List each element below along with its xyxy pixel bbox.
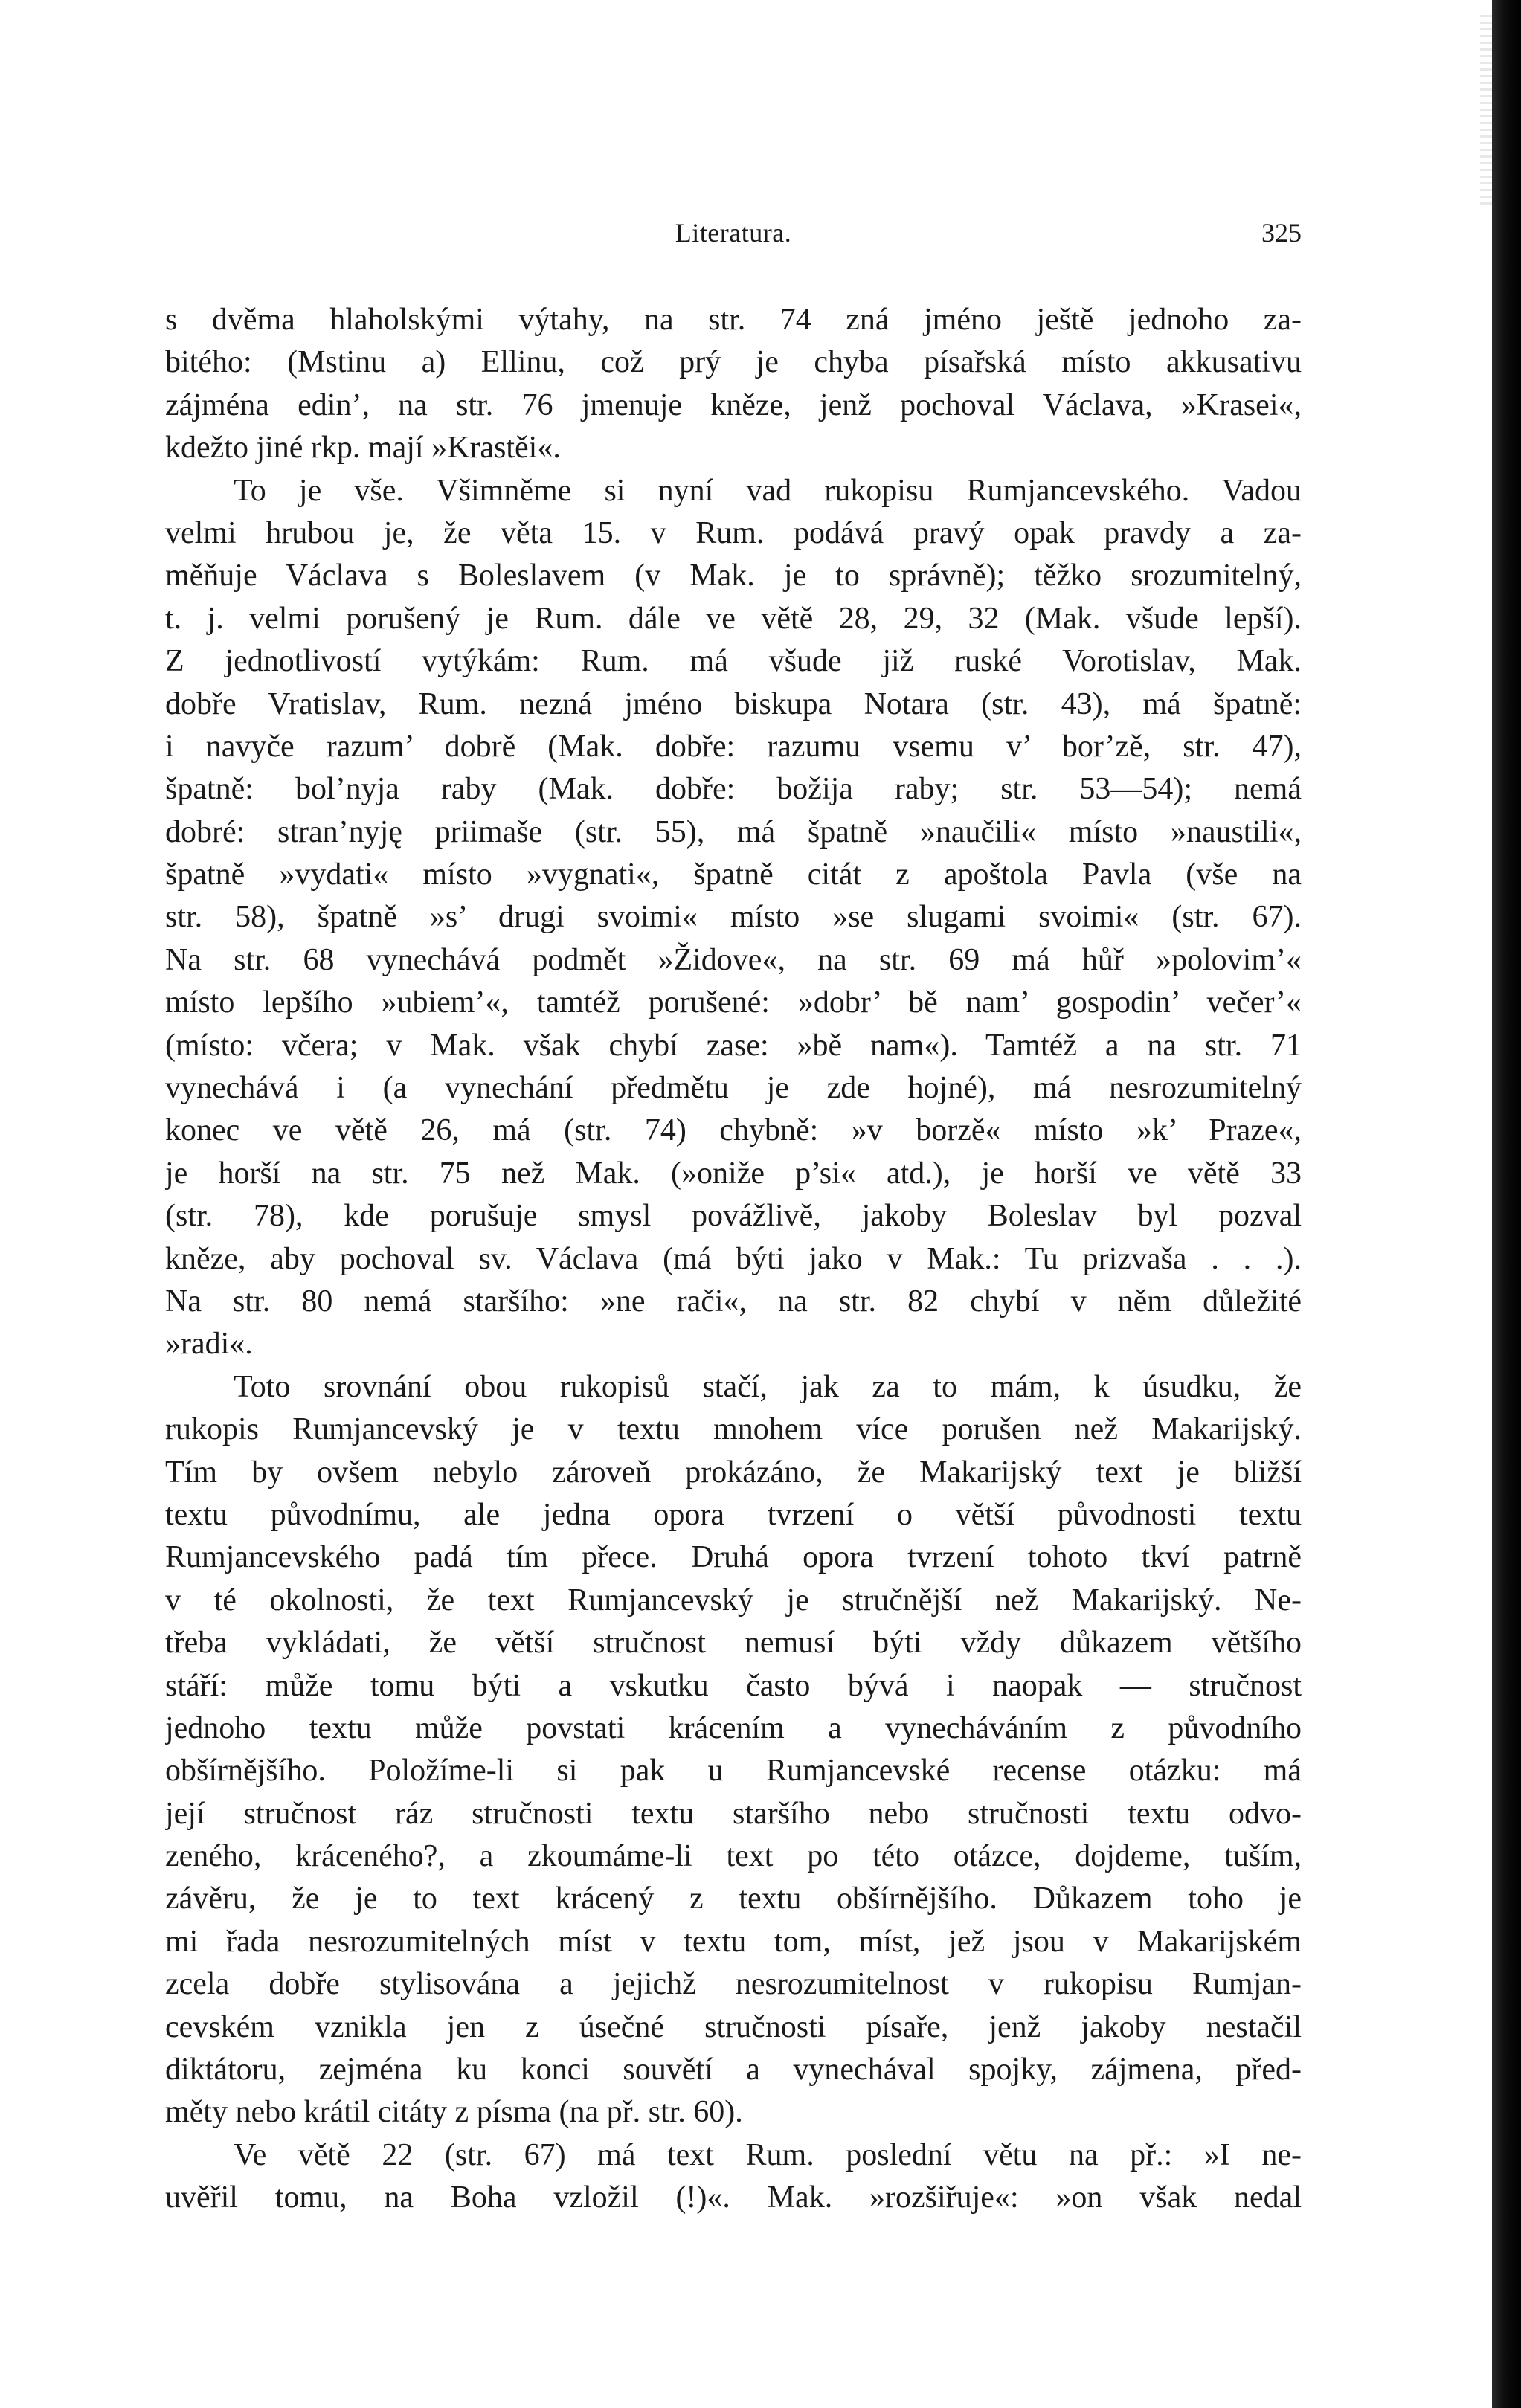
- text-line: Na str. 80 nemá staršího: »ne rači«, na str. 82 chybí v něm důležité: [165, 1284, 1302, 1319]
- text-line: Z jednotlivostí vytýkám: Rum. má všude již ruské Vorotislav, Mak.: [165, 644, 1302, 679]
- text-line: jednoho textu může povstati krácením a vynecháváním z původního: [165, 1710, 1302, 1745]
- text-line: zájména edin’, na str. 76 jmenuje kněze, jenž pochoval Václava, »Krasei«,: [165, 387, 1302, 422]
- text-line: kdežto jiné rkp. mají »Krastěi«.: [165, 431, 561, 466]
- text-line: s dvěma hlaholskými výtahy, na str. 74 zná jméno ještě jednoho za-: [165, 303, 1302, 337]
- scan-edge-strip: [1492, 0, 1521, 2408]
- text-line: měty nebo krátil citáty z písma (na př. str. 60).: [165, 2095, 743, 2130]
- text-line: obšírnějšího. Položíme-li si pak u Rumjancevské recense otázku: má: [165, 1754, 1302, 1789]
- text-line: Rumjancevského padá tím přece. Druhá opora tvrzení tohoto tkví patrně: [165, 1540, 1302, 1575]
- text-line: cevském vznikla jen z úsečné stručnosti písaře, jenž jakoby nestačil: [165, 2009, 1302, 2044]
- text-line: zcela dobře stylisována a jejichž nesrozumitelnost v rukopisu Rumjan-: [165, 1967, 1302, 2002]
- text-line: textu původnímu, ale jedna opora tvrzení o větší původnosti textu: [165, 1497, 1302, 1532]
- text-line: (místo: včera; v Mak. však chybí zase: »bě nam«). Tamtéž a na str. 71: [165, 1028, 1302, 1063]
- text-line: vynechává i (a vynechání předmětu je zde hojné), má nesrozumitelný: [165, 1071, 1302, 1106]
- text-line: měňuje Václava s Boleslavem (v Mak. je to správně); těžko srozumitelný,: [165, 558, 1302, 593]
- text-line: Toto srovnání obou rukopisů stačí, jak za to mám, k úsudku, že: [234, 1369, 1302, 1404]
- text-line: str. 58), špatně »s’ drugi svoimi« místo »se slugami svoimi« (str. 67).: [165, 900, 1302, 935]
- text-line: uvěřil tomu, na Boha vzložil (!)«. Mak. »rozšiřuje«: »on však nedal: [165, 2180, 1302, 2215]
- text-line: Tím by ovšem nebylo zároveň prokázáno, že Makarijský text je bližší: [165, 1455, 1302, 1490]
- text-line: kněze, aby pochoval sv. Václava (má býti jako v Mak.: Tu prizvaša . . .).: [165, 1241, 1302, 1276]
- text-line: třeba vykládati, že větší stručnost nemusí býti vždy důkazem většího: [165, 1626, 1302, 1661]
- text-line: zeného, kráceného?, a zkoumáme-li text po této otázce, dojdeme, tuším,: [165, 1839, 1302, 1874]
- text-line: její stručnost ráz stručnosti textu staršího nebo stručnosti textu odvo-: [165, 1796, 1302, 1831]
- text-line: Na str. 68 vynechává podmět »Židove«, na str. 69 má hůř »polovim’«: [165, 942, 1302, 977]
- text-line: i navyče razum’ dobrě (Mak. dobře: razumu vsemu v’ bor’zě, str. 47),: [165, 729, 1302, 764]
- text-line: Ve větě 22 (str. 67) má text Rum. poslední větu na př.: »I ne-: [234, 2137, 1302, 2172]
- text-line: dobré: stran’nyję priimaše (str. 55), má špatně »naučili« místo »naustili«,: [165, 814, 1302, 849]
- text-line: diktátoru, zejména ku konci souvětí a vynechával spojky, zájmena, před-: [165, 2053, 1302, 2087]
- text-line: mi řada nesrozumitelných míst v textu tom, míst, jež jsou v Makarijském: [165, 1924, 1302, 1959]
- text-line: bitého: (Mstinu a) Ellinu, což prý je chyba písařská místo akkusativu: [165, 345, 1302, 380]
- text-line: dobře Vratislav, Rum. nezná jméno biskupa Notara (str. 43), má špatně:: [165, 686, 1302, 721]
- running-head-title: Literatura.: [675, 218, 792, 248]
- text-line: místo lepšího »ubiem’«, tamtéž porušené: »dobr’ bě nam’ gospodin’ večer’«: [165, 985, 1302, 1020]
- page-edge-specks: [1480, 15, 1492, 208]
- text-line: rukopis Rumjancevský je v textu mnohem více porušen než Makarijský.: [165, 1412, 1302, 1447]
- text-line: (str. 78), kde porušuje smysl povážlivě, jakoby Boleslav byl pozval: [165, 1199, 1302, 1234]
- page-number: 325: [1261, 218, 1302, 248]
- text-line: je horší na str. 75 než Mak. (»oniže p’si« atd.), je horší ve větě 33: [165, 1156, 1302, 1191]
- text-line: stáří: může tomu býti a vskutku často bývá i naopak — stručnost: [165, 1668, 1302, 1703]
- running-head: [165, 217, 1302, 254]
- text-line: »radi«.: [165, 1327, 253, 1362]
- body-text: [165, 299, 1302, 2220]
- text-line: velmi hrubou je, že věta 15. v Rum. podává pravý opak pravdy a za-: [165, 515, 1302, 550]
- text-line: špatně »vydati« místo »vygnati«, špatně citát z apoštola Pavla (vše na: [165, 857, 1302, 892]
- text-line: konec ve větě 26, má (str. 74) chybně: »v borzě« místo »k’ Praze«,: [165, 1113, 1302, 1148]
- text-line: To je vše. Všimněme si nyní vad rukopisu Rumjancevského. Vadou: [234, 473, 1302, 508]
- text-line: t. j. velmi porušený je Rum. dále ve větě 28, 29, 32 (Mak. všude lepší).: [165, 601, 1302, 636]
- text-line: v té okolnosti, že text Rumjancevský je stručnější než Makarijský. Ne-: [165, 1583, 1302, 1617]
- text-line: závěru, že je to text krácený z textu obšírnějšího. Důkazem toho je: [165, 1881, 1302, 1916]
- text-line: špatně: bol’nyja raby (Mak. dobře: božija raby; str. 53—54); nemá: [165, 772, 1302, 807]
